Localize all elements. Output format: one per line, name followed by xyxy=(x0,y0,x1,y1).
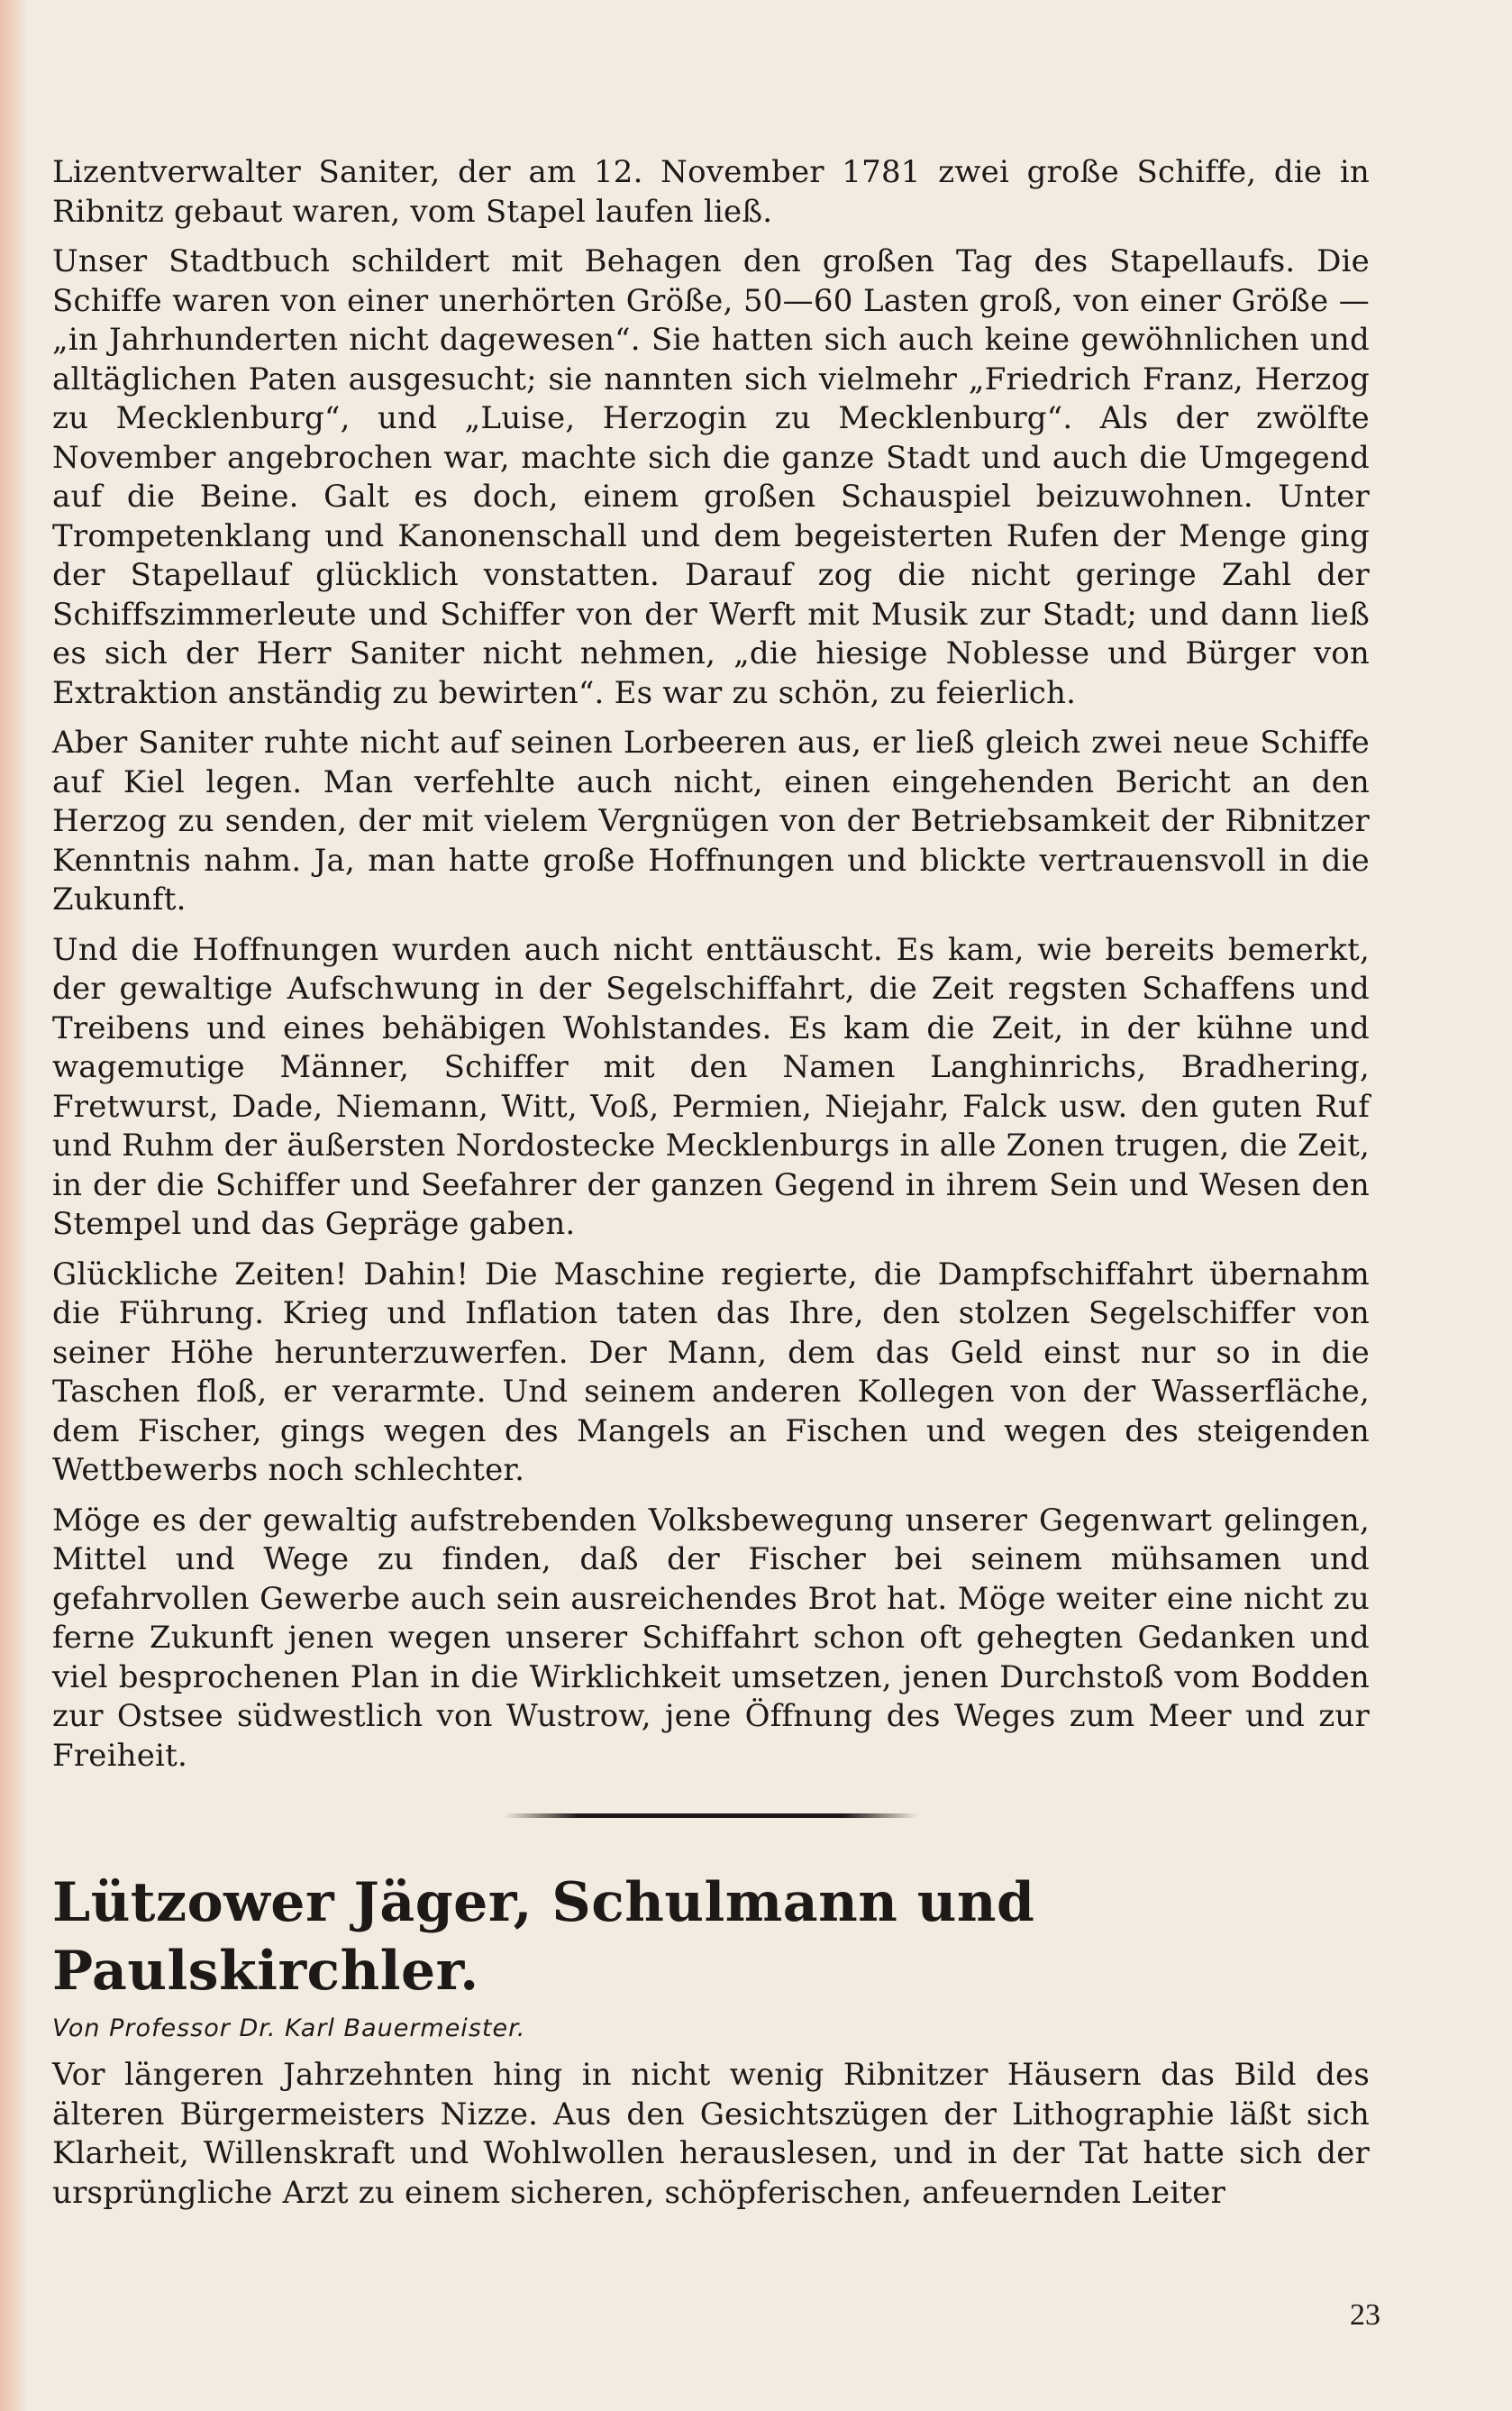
article-byline: Von Professor Dr. Karl Bauermeister. xyxy=(52,2014,526,2042)
article-title: Lützower Jäger, Schulmann und Paulskirchler. xyxy=(52,1871,1035,2003)
paragraph-1: Lizentverwalter Saniter, der am 12. November 1781 zwei große Schiffe, die in Ribnitz gebaut waren, vom Stapel laufen ließ. xyxy=(52,154,1370,230)
article-body-paragraph: Vor längeren Jahrzehnten hing in nicht wenig Ribnitzer Häusern das Bild des älteren Bürgermeisters Nizze. Aus den Gesichtszügen der Lithographie läßt sich Klarheit, Willenskraft und Wohlwollen herauslesen, und in der Tat hatte sich der ursprüngliche Arzt zu einem sicheren, schöpferischen, anfeuernden Leiter xyxy=(52,2057,1370,2211)
paragraph-6: Möge es der gewaltig aufstrebenden Volksbewegung unserer Gegenwart gelingen, Mittel und Wege zu finden, daß der Fischer bei seinem mühsamen und gefahrvollen Gewerbe auch sein ausreichendes Brot hat. Möge weiter eine nicht zu ferne Zukunft jenen wegen unserer Schiffahrt schon oft gehegten Gedanken und viel besprochenen Plan in die Wirklichkeit umsetzen, jenen Durchstoß vom Bodden zur Ostsee südwestlich von Wustrow, jene Öffnung des Weges zum Meer und zur Freiheit. xyxy=(52,1502,1370,1774)
section-divider xyxy=(504,1813,918,1818)
paragraph-5: Glückliche Zeiten! Dahin! Die Maschine regierte, die Dampfschiffahrt übernahm die Führung. Krieg und Inflation taten das Ihre, den stolzen Segelschiffer von seiner Höhe herunterzuwerfen. Der Mann, dem das Geld einst nur so in die Taschen floß, er verarmte. Und seinem anderen Kollegen von der Wasserfläche, dem Fischer, gings wegen des Mangels an Fischen und wegen des steigenden Wettbewerbs noch schlechter. xyxy=(52,1256,1370,1488)
page-number: 23 xyxy=(1350,2298,1380,2332)
paragraph-4: Und die Hoffnungen wurden auch nicht enttäuscht. Es kam, wie bereits bemerkt, der gewaltige Aufschwung in der Segelschiffahrt, die Zeit regsten Schaffens und Treibens und eines behäbigen Wohlstandes. Es kam die Zeit, in der kühne und wagemutige Männer, Schiffer mit den Namen Langhinrichs, Bradhering, Fretwurst, Dade, Niemann, Witt, Voß, Permien, Niejahr, Falck usw. den guten Ruf und Ruhm der äußersten Nordostecke Mecklenburgs in alle Zonen trugen, die Zeit, in der die Schiffer und Seefahrer der ganzen Gegend in ihrem Sein und Wesen den Stempel und das Gepräge gaben. xyxy=(52,931,1370,1242)
document-page xyxy=(52,153,1370,2224)
paragraph-2: Unser Stadtbuch schildert mit Behagen den großen Tag des Stapellaufs. Die Schiffe waren von einer unerhörten Größe, 50—60 Lasten groß, von einer Größe — „in Jahrhunderten nicht dagewesen“. Sie hatten sich auch keine gewöhnlichen und alltäglichen Paten ausgesucht; sie nannten sich vielmehr „Friedrich Franz, Herzog zu Mecklenburg“, und „Luise, Herzogin zu Mecklenburg“. Als der zwölfte November angebrochen war, machte sich die ganze Stadt und auch die Umgegend auf die Beine. Galt es doch, einem großen Schauspiel beizuwohnen. Unter Trompetenklang und Kanonenschall und dem begeisterten Rufen der Menge ging der Stapellauf glücklich vonstatten. Darauf zog die nicht geringe Zahl der Schiffszimmerleute und Schiffer von der Werft mit Musik zur Stadt; und dann ließ es sich der Herr Saniter nicht nehmen, „die hiesige Noblesse und Bürger von Extraktion anständig zu bewirten“. Es war zu schön, zu feierlich. xyxy=(52,243,1370,711)
paragraph-3: Aber Saniter ruhte nicht auf seinen Lorbeeren aus, er ließ gleich zwei neue Schiffe auf Kiel legen. Man verfehlte auch nicht, einen eingehenden Bericht an den Herzog zu senden, der mit vielem Vergnügen von der Betriebsamkeit der Ribnitzer Kenntnis nahm. Ja, man hatte große Hoffnungen und blickte vertrauensvoll in die Zukunft. xyxy=(52,725,1370,918)
page-edge xyxy=(0,0,27,2411)
